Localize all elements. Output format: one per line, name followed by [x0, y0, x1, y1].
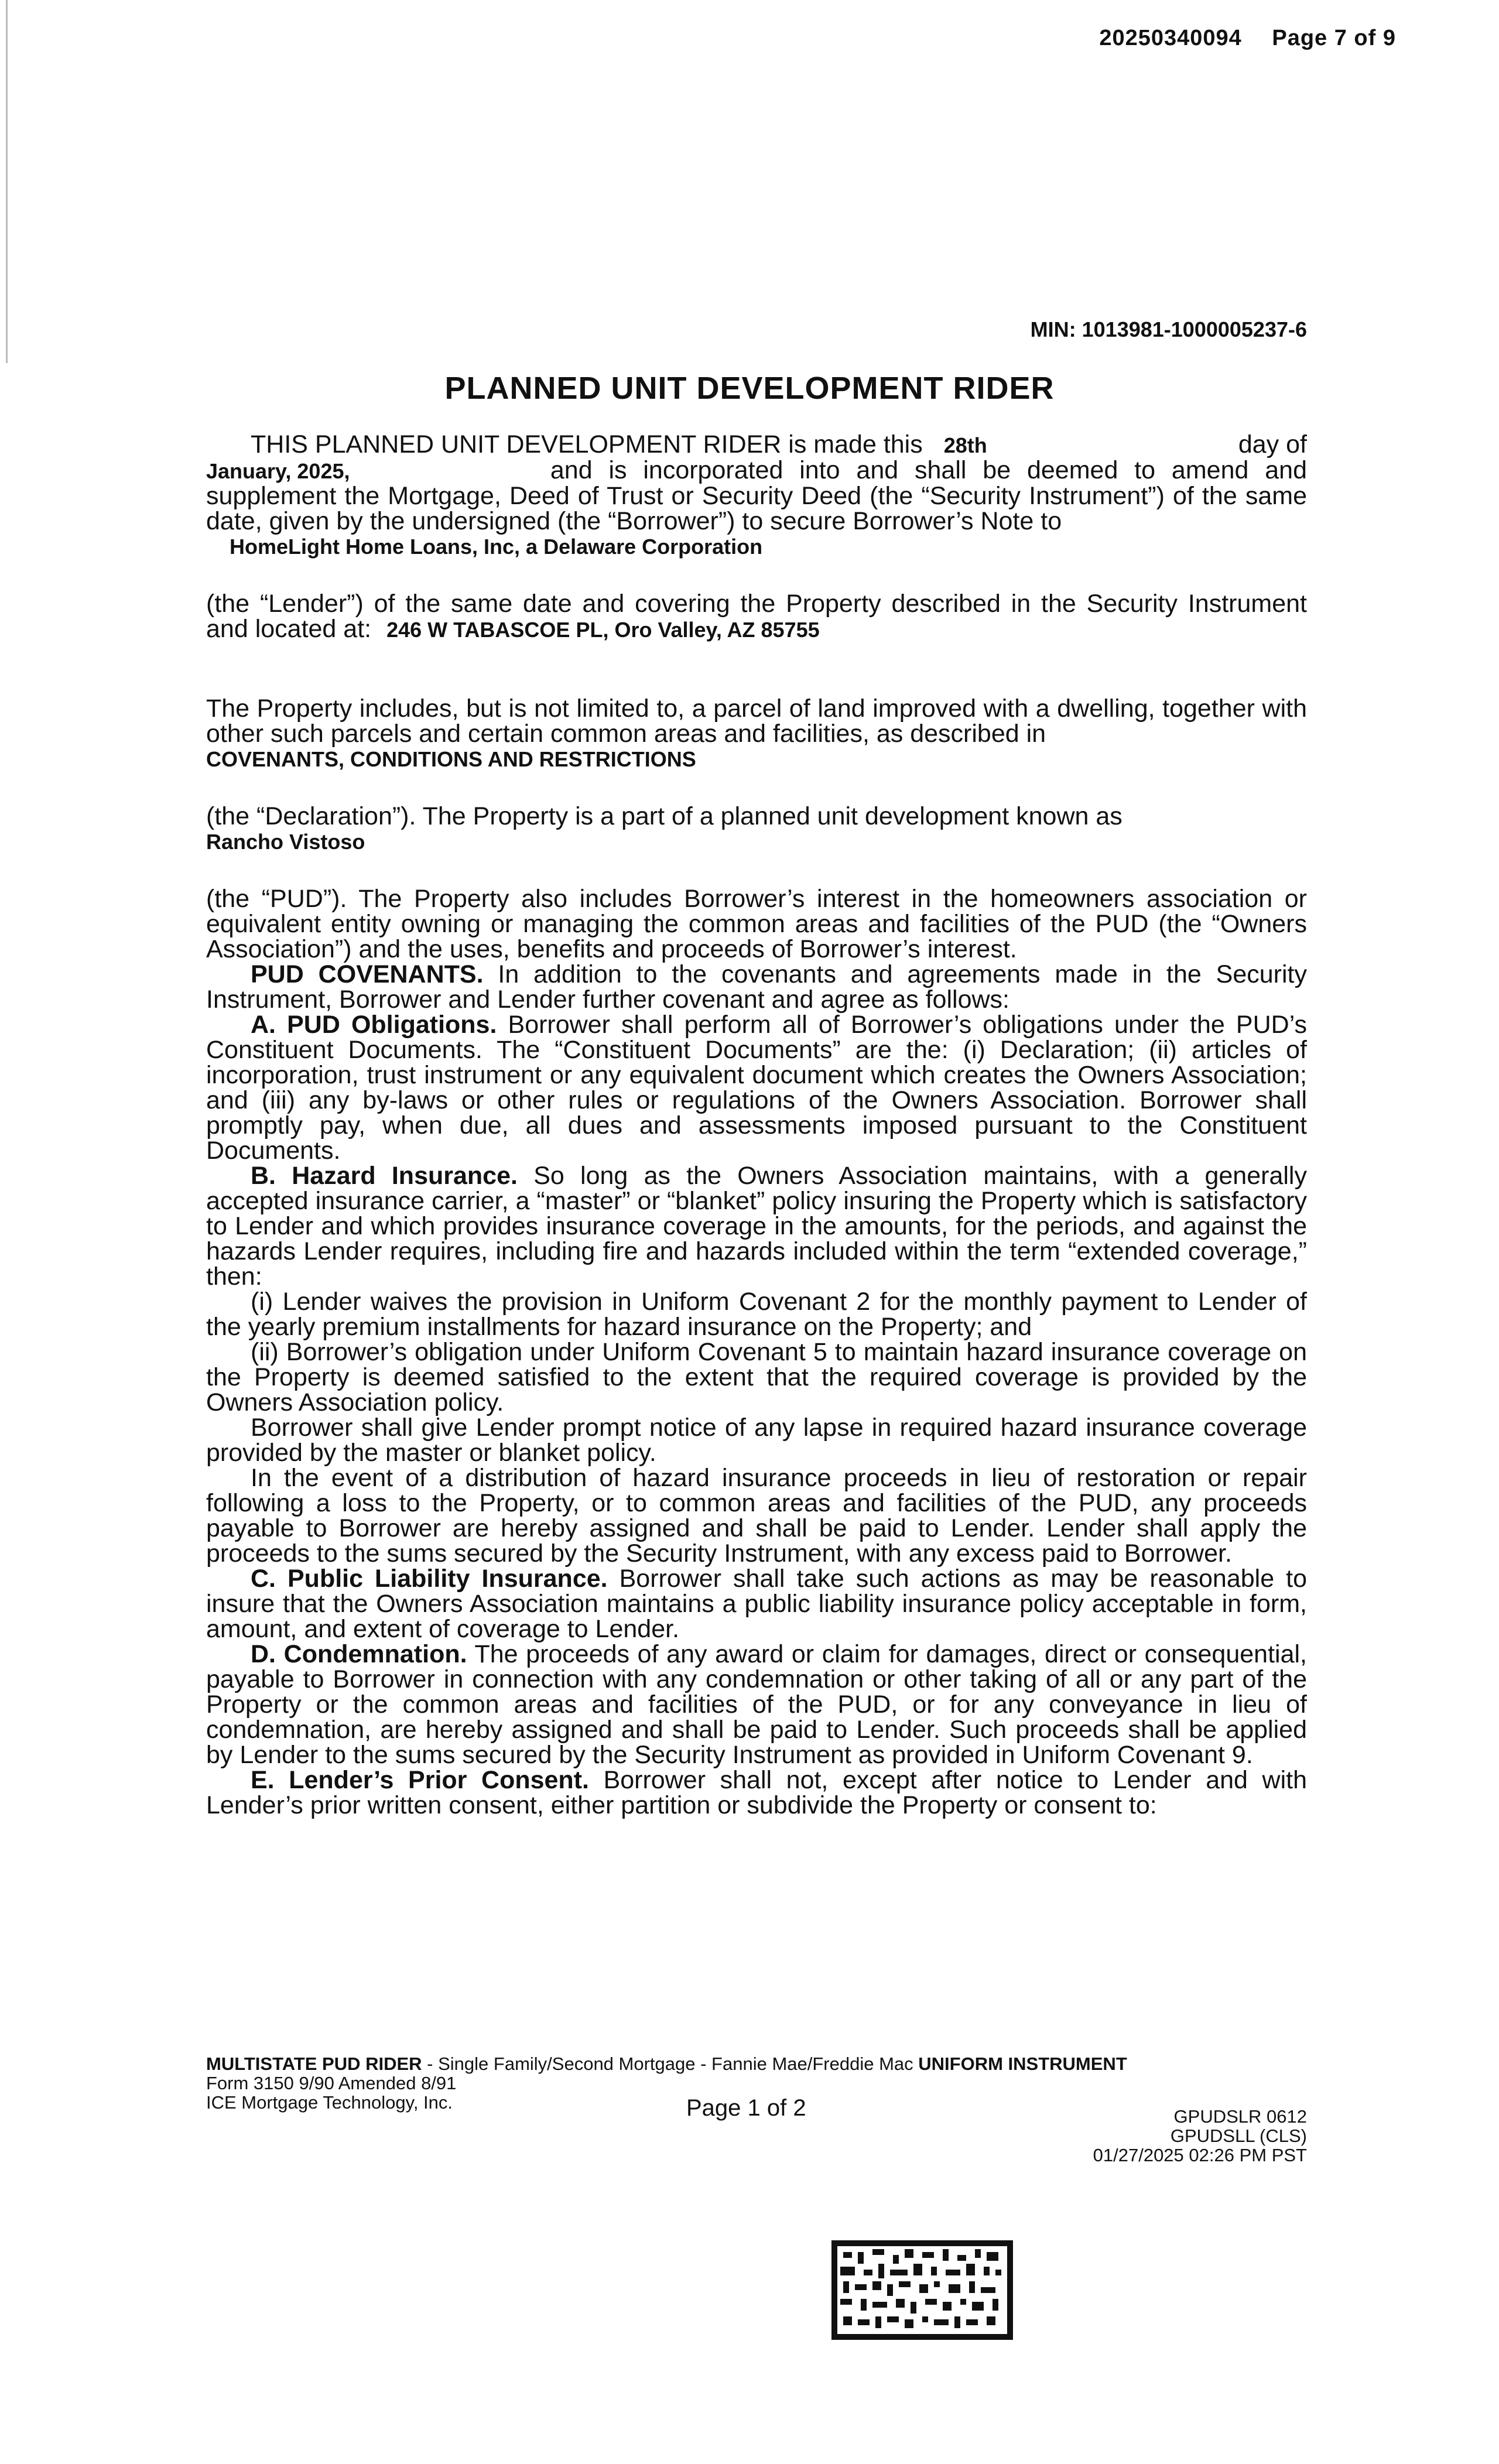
form-code-2: GPUDSLL (CLS) — [1170, 2126, 1307, 2146]
section-d — [206, 1642, 1307, 1768]
scan-edge-line — [6, 0, 8, 363]
spacer — [206, 642, 1307, 696]
section-a — [206, 1012, 1307, 1163]
spacer — [206, 772, 1307, 804]
section-b — [206, 1163, 1307, 1289]
form-title-end: UNIFORM INSTRUMENT — [918, 2054, 1127, 2074]
form-timestamp: 01/27/2025 02:26 PM PST — [1093, 2145, 1307, 2165]
intro-day-of: day of — [1238, 430, 1307, 458]
section-c-text: Borrower shall take such actions as may be reasonable to insure that the Owners Association maintains a public liability insurance policy acceptable in form, amount, and extent of coverage to Lender. — [206, 1565, 1307, 1643]
declaration-text: (the “Declaration”). The Property is a part of a planned unit development known as — [206, 802, 1122, 830]
lender-paragraph — [206, 591, 1307, 642]
document-body — [206, 432, 1307, 1818]
form-code-1: GPUDSLR 0612 — [1173, 2106, 1307, 2127]
lender-name: HomeLight Home Loans, Inc, a Delaware Corporation — [230, 535, 763, 559]
section-d-text: The proceeds of any award or claim for damages, direct or consequential, payable to Borrower in connection with any condemnation or other taking of all or any part of the Property or the common areas and facilities of the PUD, or for any conveyance in lieu of condemnation, are hereby assigned and shall be paid to Lender. Such proceeds shall be applied by Lender to the sums secured by the Security Instrument as provided in Uniform Covenant 9. — [206, 1640, 1307, 1769]
pud-covenants-paragraph — [206, 962, 1307, 1012]
rider-page-number: Page 1 of 2 — [686, 2095, 806, 2121]
section-e — [206, 1768, 1307, 1818]
section-e-heading: E. Lender’s Prior Consent. — [251, 1766, 589, 1794]
pud-paragraph — [206, 887, 1307, 962]
section-c-heading: C. Public Liability Insurance. — [251, 1565, 608, 1593]
section-b-text: So long as the Owners Association maintains, with a generally accepted insurance carrier, a “master” or “blanket” policy insuring the Property which is satisfactory to Lender and which provides insurance coverage in the amounts, for the periods, and against the hazards Lender requires, including fire and hazards included within the term “extended coverage,” then: — [206, 1162, 1307, 1291]
vendor-name: ICE Mortgage Technology, Inc. — [206, 2092, 453, 2113]
pud-text: (the “PUD”). The Property also includes Borrower’s interest in the homeowners association or equivalent entity owning or managing the common areas and facilities of the PUD (the “Owners Association”) and the uses, benefits and proceeds of Borrower’s interest. — [206, 885, 1307, 963]
section-a-heading: A. PUD Obligations. — [251, 1011, 497, 1039]
form-codes — [1093, 2107, 1307, 2165]
pud-covenants-text: In addition to the covenants and agreements made in the Security Instrument, Borrower and Lender further covenant and agree as follows: — [206, 960, 1307, 1014]
property-paragraph — [206, 696, 1307, 747]
form-footer — [206, 2054, 1307, 2165]
min-number: MIN: 1013981-1000005237-6 — [1030, 317, 1307, 341]
declaration-paragraph — [206, 804, 1307, 829]
section-b-heading: B. Hazard Insurance. — [251, 1162, 518, 1190]
form-number: Form 3150 9/90 Amended 8/91 — [206, 2073, 457, 2093]
barcode-icon — [831, 2240, 1013, 2340]
property-address: 246 W TABASCOE PL, Oro Valley, AZ 85755 — [386, 618, 820, 642]
section-d-heading: D. Condemnation. — [251, 1640, 467, 1668]
property-text: The Property includes, but is not limited to, a parcel of land improved with a dwelling, together with other such parcels and certain common areas and facilities, as described in — [206, 694, 1307, 748]
intro-lead: THIS PLANNED UNIT DEVELOPMENT RIDER is made this — [251, 430, 923, 458]
spacer — [206, 560, 1307, 591]
lender-text: (the “Lender”) of the same date and covering the Property described in the Security Instrument and located at: — [206, 590, 1307, 643]
declaration-name: COVENANTS, CONDITIONS AND RESTRICTIONS — [206, 747, 696, 771]
section-e-text: Borrower shall not, except after notice to Lender and with Lender’s prior written consent, either partition or subdivide the Property or consent to: — [206, 1766, 1308, 1819]
pud-name: Rancho Vistoso — [206, 830, 365, 854]
section-b-ii: (ii) Borrower’s obligation under Uniform Covenant 5 to maintain hazard insurance coverage on the Property is deemed satisfied to the extent that the required coverage is provided by the Owners Association policy. — [206, 1338, 1307, 1416]
section-b-notice: Borrower shall give Lender prompt notice of any lapse in required hazard insurance coverage provided by the master or blanket policy. — [206, 1414, 1307, 1467]
form-title-rest: - Single Family/Second Mortgage - Fannie Mae/Freddie Mac — [427, 2054, 913, 2074]
section-a-text: Borrower shall perform all of Borrower’s obligations under the PUD’s Constituent Documents. The “Constituent Documents” are the: (i) Declaration; (ii) articles of incorporation, trust instrument or any equivalent document which creates the Owners Association; and (iii) any by-laws or other rules or regulations of the Owners Association. Borrower shall promptly pay, when due, all dues and assessments imposed pursuant to the Constituent Documents. — [206, 1011, 1307, 1165]
pud-covenants-heading: PUD COVENANTS. — [251, 960, 484, 988]
intro-day: 28th — [943, 433, 987, 457]
intro-incorporated: and is incorporated into and shall be deemed to amend and supplement the Mortgage, Deed of Trust or Security Deed (the “Security Instrument”) of the same date, given by the undersigned (the “Borrower”) to secure Borrower’s Note to — [206, 456, 1307, 535]
form-title — [206, 2054, 1307, 2073]
page-indicator: Page 7 of 9 — [1272, 26, 1396, 50]
section-b-i: (i) Lender waives the provision in Uniform Covenant 2 for the monthly payment to Lender of the yearly premium installments for hazard insurance on the Property; and — [206, 1288, 1307, 1341]
spacer — [206, 855, 1307, 887]
document-number: 20250340094 — [1099, 26, 1242, 50]
section-c — [206, 1566, 1307, 1642]
section-b-distribution: In the event of a distribution of hazard insurance proceeds in lieu of restoration or repair following a loss to the Property, or to common areas and facilities of the PUD, any proceeds payable to Borrower are hereby assigned and shall be paid to Lender. Lender shall apply the proceeds to the sums secured by the Security Instrument, with any excess paid to Borrower. — [206, 1464, 1307, 1568]
recording-header — [1099, 26, 1396, 51]
intro-month-year: January, 2025, — [206, 459, 350, 483]
form-title-bold: MULTISTATE PUD RIDER — [206, 2054, 422, 2074]
document-title: PLANNED UNIT DEVELOPMENT RIDER — [444, 371, 1055, 406]
intro-paragraph — [206, 432, 1307, 534]
